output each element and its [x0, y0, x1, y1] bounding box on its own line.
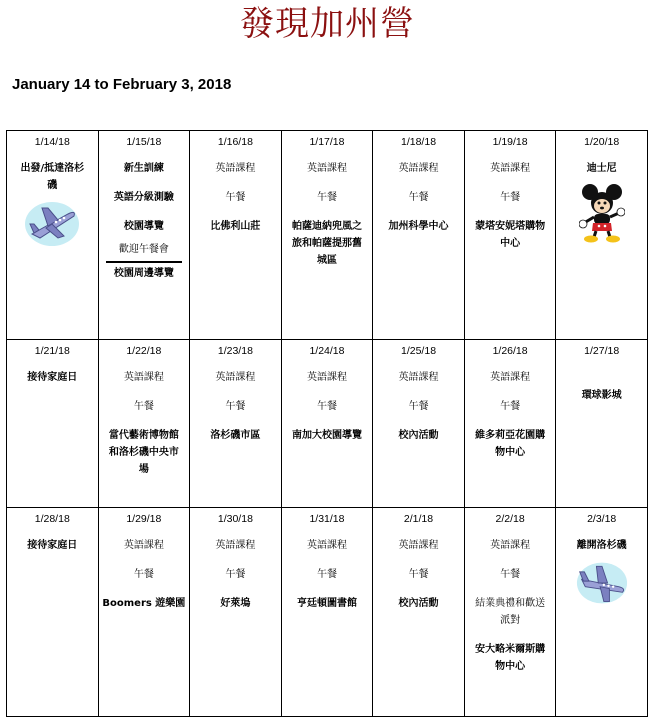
- day-cell-1-24: [281, 340, 373, 508]
- activity: 午餐: [500, 192, 521, 203]
- day-cell-1-18: [373, 131, 465, 340]
- activity: 和洛杉磯中央市: [108, 447, 179, 458]
- activity: 午餐: [316, 569, 337, 580]
- page-title: 發現加州營: [240, 4, 415, 44]
- day-cell-1-15: [98, 131, 190, 340]
- day-date: 1/28/18: [34, 513, 70, 525]
- day-date: 1/26/18: [492, 345, 528, 357]
- activity: 維多莉亞花園購: [475, 430, 546, 441]
- activity: 城區: [316, 255, 337, 266]
- activity: 安大略米爾斯購: [475, 644, 546, 655]
- day-cell-2-1: [373, 508, 465, 717]
- day-date: 1/24/18: [309, 345, 345, 357]
- week-row: [7, 340, 648, 508]
- activity: 午餐: [225, 401, 246, 412]
- day-date: 2/1/18: [403, 513, 434, 525]
- day-date: 2/3/18: [587, 513, 617, 525]
- activity: 派對: [500, 615, 521, 626]
- airplane-icon: [24, 200, 80, 248]
- day-cell-1-20: [556, 131, 648, 340]
- day-cell-1-21: [7, 340, 99, 508]
- day-date: 1/17/18: [309, 136, 345, 148]
- activity: 午餐: [316, 401, 337, 412]
- activity: 出發/抵達洛杉: [20, 163, 85, 174]
- activity: 歡迎午餐會: [118, 244, 169, 255]
- activity: 好萊塢: [220, 598, 251, 609]
- airplane-icon: [576, 560, 628, 606]
- activity: 蒙塔安妮塔購物: [475, 221, 546, 232]
- week-row: [7, 131, 648, 340]
- day-cell-1-14: [7, 131, 99, 340]
- activity: 英語課程: [123, 540, 164, 551]
- activity: 旅和帕薩提那舊: [291, 238, 362, 249]
- activity: 校內活動: [398, 598, 439, 609]
- activity: 環球影城: [581, 390, 622, 401]
- day-date: 1/15/18: [126, 136, 162, 148]
- day-cell-1-31: [281, 508, 373, 717]
- activity: 結業典禮和歡送: [475, 598, 546, 609]
- activity: 英語課程: [490, 163, 531, 174]
- activity: 英語課程: [398, 163, 439, 174]
- activity: 當代藝術博物館: [108, 430, 179, 441]
- day-cell-1-17: [281, 131, 373, 340]
- activity: 接待家庭日: [27, 372, 78, 383]
- day-date: 1/25/18: [401, 345, 437, 357]
- activity: 物中心: [495, 661, 526, 672]
- day-date: 1/18/18: [401, 136, 437, 148]
- activity: 離開洛杉磯: [576, 540, 627, 551]
- day-date: 1/23/18: [217, 345, 253, 357]
- date-range: January 14 to February 3, 2018: [12, 76, 232, 93]
- day-date: 1/20/18: [584, 136, 620, 148]
- activity: 英語課程: [123, 372, 164, 383]
- week-row: [7, 508, 648, 717]
- day-date: 1/22/18: [126, 345, 162, 357]
- activity: 英語課程: [306, 372, 347, 383]
- day-date: 1/14/18: [34, 136, 70, 148]
- activity: Boomers 遊樂園: [102, 598, 186, 609]
- activity: 英語課程: [215, 163, 256, 174]
- divider: [106, 261, 182, 263]
- day-date: 1/31/18: [309, 513, 345, 525]
- day-cell-1-26: [464, 340, 556, 508]
- activity: 英語分級測驗: [113, 192, 174, 203]
- day-date: 1/16/18: [217, 136, 253, 148]
- activity: 午餐: [500, 569, 521, 580]
- day-date: 1/21/18: [34, 345, 70, 357]
- activity: 午餐: [408, 192, 429, 203]
- activity: 校園周邊導覽: [113, 268, 174, 279]
- day-cell-1-22: [98, 340, 190, 508]
- activity: 英語課程: [398, 540, 439, 551]
- activity: 午餐: [316, 192, 337, 203]
- activity: 午餐: [408, 401, 429, 412]
- activity: 接待家庭日: [27, 540, 78, 551]
- activity: 午餐: [225, 192, 246, 203]
- day-date: 1/29/18: [126, 513, 162, 525]
- activity: 洛杉磯市區: [210, 430, 261, 441]
- activity: 英語課程: [398, 372, 439, 383]
- activity: 英語課程: [215, 372, 256, 383]
- day-cell-1-27: [556, 340, 648, 508]
- day-cell-2-3: [556, 508, 648, 717]
- activity: 午餐: [500, 401, 521, 412]
- day-cell-2-2: [464, 508, 556, 717]
- activity: 場: [138, 464, 149, 475]
- day-cell-1-25: [373, 340, 465, 508]
- day-date: 1/19/18: [492, 136, 528, 148]
- activity: 亨廷頓圖書館: [296, 598, 357, 609]
- day-cell-1-30: [190, 508, 282, 717]
- activity: 新生訓練: [123, 163, 164, 174]
- activity: 英語課程: [306, 163, 347, 174]
- activity: 校內活動: [398, 430, 439, 441]
- mickey-mouse-icon: [579, 183, 625, 243]
- day-cell-1-29: [98, 508, 190, 717]
- activity: 英語課程: [215, 540, 256, 551]
- activity: 迪士尼: [586, 163, 617, 174]
- activity: 午餐: [408, 569, 429, 580]
- day-date: 1/30/18: [217, 513, 253, 525]
- activity: 英語課程: [490, 540, 531, 551]
- day-date: 2/2/18: [495, 513, 525, 525]
- day-cell-1-19: [464, 131, 556, 340]
- activity: 英語課程: [306, 540, 347, 551]
- day-date: 1/27/18: [584, 345, 620, 357]
- activity: 中心: [500, 238, 521, 249]
- activity: 英語課程: [490, 372, 531, 383]
- activity: 物中心: [495, 447, 526, 458]
- activity: 午餐: [225, 569, 246, 580]
- activity: 校園導覽: [123, 221, 164, 232]
- activity: 加州科學中心: [388, 221, 449, 232]
- activity: 磯: [47, 180, 58, 191]
- activity: 午餐: [133, 569, 154, 580]
- activity: 午餐: [133, 401, 154, 412]
- activity: 南加大校園導覽: [291, 430, 362, 441]
- activity: 比佛利山莊: [210, 221, 261, 232]
- calendar-table: [6, 130, 648, 717]
- day-cell-1-16: [190, 131, 282, 340]
- day-cell-1-23: [190, 340, 282, 508]
- day-cell-1-28: [7, 508, 99, 717]
- activity: 帕薩迪納兜風之: [291, 221, 362, 232]
